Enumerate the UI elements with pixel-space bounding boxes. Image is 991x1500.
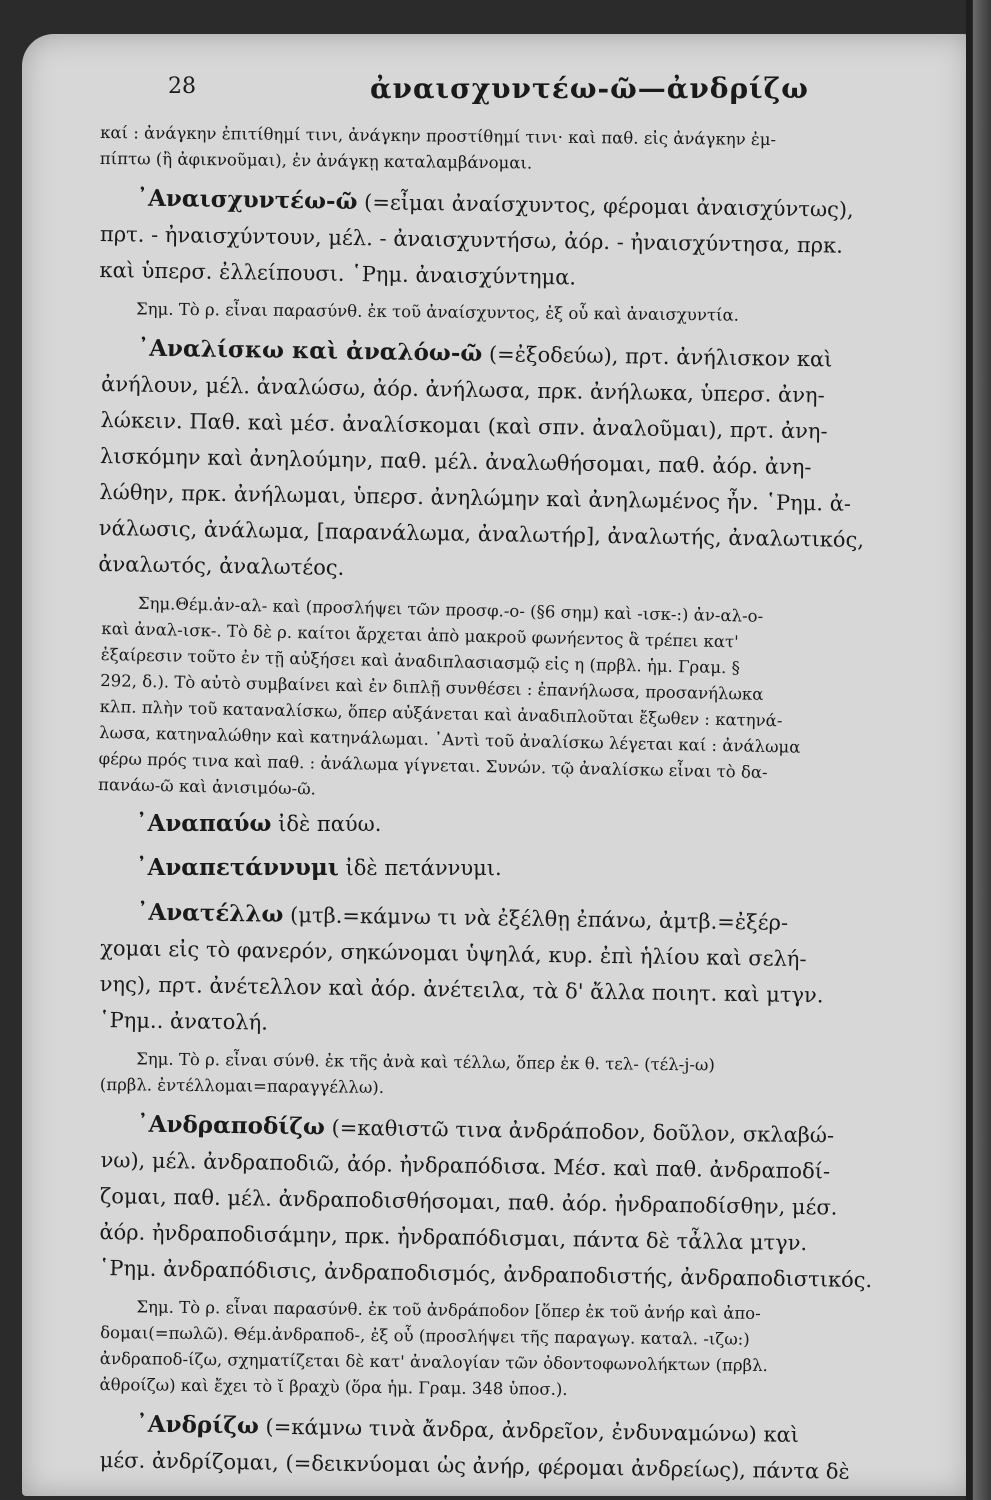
dictionary-entry [99,894,931,1051]
note-block [100,296,930,331]
entry-lemma: ᾿Αναισχυντέω-ῶ [136,184,358,216]
text-line: φέρω πρός τινα καὶ παθ. : ἀνάλωμα γίγνεται. Συνών. τῷ ἀναλίσκω εἶναι τὸ δα- [98,748,768,782]
text-line: λώκειν. Παθ. καὶ μέσ. ἀναλίσκομαι (καὶ σπν. ἀναλοῦμαι), πρτ. ἀνη- [100,408,828,444]
note-block [100,1046,930,1107]
text-line: ἀόρ. ἠνδραποδισάμην, πρκ. ἠνδραπόδισμαι, πάντα δὲ τἆλλα μτγν. [99,1219,808,1256]
entry-lemma: ᾿Ανδρίζω [136,1410,260,1440]
book-binding [966,0,972,1500]
page-header [100,66,930,112]
text-line: ἰδὲ παύω. [271,812,382,836]
page-content [97,66,930,1484]
entry-lemma: ᾿Αναπαύω [136,810,272,837]
entry-lemma: ᾿Αναλίσκω καὶ ἀναλόω-ῶ [137,334,483,367]
text-line: ἀθροίζω) καὶ ἔχει τὸ ῐ βραχὺ (ὅρα ἡμ. Γραμ. 348 ὑποσ.). [99,1374,568,1399]
running-head: ἀναισχυντέω-ῶ—ἀνδρίζω [370,72,809,105]
dictionary-entry [98,330,932,595]
dictionary-entry [99,1106,932,1299]
note-block [98,590,932,815]
text-line: (μτβ.=κάμνω τι νὰ ἐξέλθῃ ἐπάνω, ἀμτβ.=ἐξέρ- [283,902,789,935]
text-line: λισκόμην καὶ ἀνηλούμην, παθ. μέλ. ἀναλωθήσομαι, παθ. ἀόρ. ἀνη- [99,444,812,480]
text-line: πανάω-ῶ καὶ ἀνισιμόω-ῶ. [97,774,317,799]
text-line: πίπτω (ἢ ἀφικνοῦμαι), ἐν ἀνάγκῃ καταλαμβάνομαι. [99,148,533,173]
entry-lemma: ᾿Ανατέλλω [136,898,284,928]
text-line: ῾Ρημ. ἀνδραπόδισις, ἀνδραποδισμός, ἀνδραποδιστής, ἀνδραποδιστικός. [98,1255,873,1293]
text-line: λώθην, πρκ. ἀνήλωμαι, ὑπερσ. ἀνηλώμην καὶ ἀνηλωμένος ἦν. ῾Ρημ. ἀ- [99,479,852,516]
text-line: Σημ.Θέμ.ἀν-αλ- καὶ (προσλήψει τῶν προσφ.-ο- (§6 σημ) καὶ -ισκ-:) ἀν-αλ-ο- [137,593,764,626]
text-line: (=κάμνω τινὰ ἄνδρα, ἀνδρεῖον, ἐνδυναμώνω) καὶ [258,1414,800,1447]
note-block [99,1294,930,1407]
dictionary-entry [99,1406,930,1491]
note-block [100,120,930,181]
text-line: 292, δ.). Τὸ αὐτὸ συμβαίνει καὶ ἐν διπλῇ συνθέσει : ἐπανήλωσα, προσανήλωκα [100,671,764,704]
text-line: ἀνδραποδ-ίζω, σχηματίζεται δὲ κατ' ἀναλογίαν τῶν ὀδοντοφωνολήκτων (πρβλ. [99,1348,768,1375]
dictionary-entry [100,850,930,886]
text-line: (πρβλ. ἐντέλλομαι=παραγγέλλω). [99,1074,385,1097]
entry-first-line [100,850,930,886]
text-line: λωσα, κατηναλώθην καὶ κατηνάλωμαι. ᾿Αντὶ τοῦ ἀναλίσκω λέγεται καί : ἀνάλωμα [98,722,801,757]
text-line: ἐξαίρεσιν τοῦτο ἐν τῇ αὐξήσει καὶ ἀναδιπλασιασμῷ εἰς η (πρβλ. ἡμ. Γραμ. § [100,645,741,678]
text-line: πρτ. - ἠναισχύντουν, μέλ. - ἀναισχυντήσω, ἀόρ. - ἠναισχύντησα, πρκ. [99,222,844,258]
text-line: νης), πρτ. ἀνέτελλον καὶ ἀόρ. ἀνέτειλα, τὰ δ' ἄλλα ποιητ. καὶ μτγν. [99,971,824,1008]
text-line: καὶ ὑπερσ. ἐλλείπουσι. ῾Ρημ. ἀναισχύντημα. [99,257,577,290]
text-line: καὶ ἀναλ-ισκ-. Τὸ δὲ ρ. καίτοι ἄρχεται ἀπὸ μακροῦ φωνήεντος ἃ τρέπει κατ' [101,619,739,652]
text-line: ῾Ρημ.. ἀνατολή. [98,1007,269,1035]
dictionary-entry [99,180,931,301]
text-line: νω), μέλ. ἀνδραποδιῶ, ἀόρ. ἠνδραπόδισα. Μέσ. καὶ παθ. ἀνδραποδί- [100,1148,831,1184]
entry-lemma: ᾿Αναπετάννυμι [136,854,339,881]
page-gutter [973,0,991,1500]
text-line: κλπ. πλὴν τοῦ καταναλίσκω, ὅπερ αὐξάνεται καὶ ἀναδιπλοῦται ἔξωθεν : κατηνά- [99,696,783,731]
text-line: δομαι(=πωλῶ). Θέμ.ἀνδραποδ-, ἐξ οὗ (προσλήψει τῆς παραγωγ. καταλ. -ιζω:) [100,1323,750,1349]
text-line: ἰδὲ πετάννυμι. [338,856,502,880]
text-line: μέσ. ἀνδρίζομαι, (=δεικνύομαι ὡς ἀνήρ, φέρομαι ἀνδρείως), πάντα δὲ [99,1447,850,1484]
text-line: καί : ἀνάγκην ἐπιτίθημί τινι, ἀνάγκην προστίθημί τινι· καὶ παθ. εἰς ἀνάγκην ἐμ- [100,123,777,150]
text-line: (=εἶμαι ἀναίσχυντος, φέρομαι ἀναισχύντως), [357,190,854,222]
entry-lemma: ᾿Ανδραποδίζω [136,1110,326,1141]
text-line: χομαι εἰς τὸ φανερόν, σηκώνομαι ὑψηλά, κυρ. ἐπὶ ἡλίου καὶ σελή- [100,936,807,972]
text-line: (=ἐξοδεύω), πρτ. ἀνήλισκον καὶ [482,341,833,372]
text-line: Σημ. Τὸ ρ. εἶναι σύνθ. ἐκ τῆς ἀνὰ καὶ τέλλω, ὅπερ ἐκ θ. τελ- (τέλ-j-ω) [136,1049,715,1075]
text-line: ζομαι, παθ. μέλ. ἀνδραποδισθήσομαι, παθ. ἀόρ. ἠνδραποδίσθην, μέσ. [99,1184,838,1220]
page-number: 28 [168,74,196,99]
text-line: ἀνήλουν, μέλ. ἀναλώσω, ἀόρ. ἀνήλωσα, πρκ. ἀνήλωκα, ὑπερσ. ἀνη- [100,372,825,408]
text-line: Σημ. Τὸ ρ. εἶναι παρασύνθ. ἐκ τοῦ ἀνδράποδον [ὅπερ ἐκ τοῦ ἀνήρ καὶ ἀπο- [136,1297,761,1323]
text-line: ἀναλωτός, ἀναλωτέος. [98,551,345,580]
text-line: Σημ. Τὸ ρ. εἶναι παρασύνθ. ἐκ τοῦ ἀναίσχυντος, ἐξ οὗ καὶ ἀναισχυντία. [135,299,740,325]
text-line: (=καθιστῶ τινα ἀνδράποδον, δοῦλον, σκλαβώ- [324,1115,835,1148]
text-line: νάλωσις, ἀνάλωμα, [παρανάλωμα, ἀναλωτήρ], ἀναλωτής, ἀναλωτικός, [98,515,865,553]
